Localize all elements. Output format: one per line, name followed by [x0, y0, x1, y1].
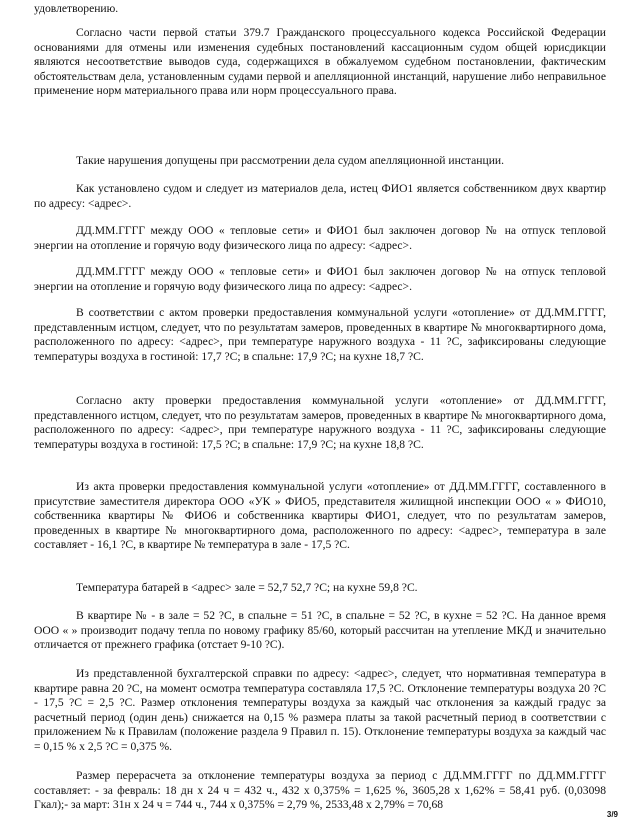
paragraph-accounting: Из представленной бухгалтерской справки по адресу: <адрес>, следует, что нормативная температура в квартире равна 20 ?С, на момент осмотра температура составляла 17,5 ?С. Отклонение температуры воздуха 20 ?С - 17,5 ?С = 2,5 ?С. Размер отклонения температуры воздуха за каждый час отклонения за каждый градус за расчетный период (один день) снижается на 0,15 % размера платы за такой расчетный период в соответствии с приложением № к Правилам (положение раздела 9 Правил п. 15). Отклонение температуры воздуха за каждый час = 0,15 % х 2,5 ?С = 0,375 %. [34, 667, 606, 753]
paragraph-radiators: Температура батарей в <адрес> зале = 52,7 52,7 ?С; на кухне 59,8 ?С. [76, 581, 418, 594]
paragraph-ownership: Как установлено судом и следует из материалов дела, истец ФИО1 является собственником двух квартир по адресу: <адрес>. [34, 182, 606, 210]
paragraph-act-3: Из акта проверки предоставления коммунальной услуги «отопление» от ДД.ММ.ГГГГ, составленного в присутствие заместителя директора ООО «УК » ФИО5, представителя жилищной инспекции ООО « » ФИО10, собственника квартиры № ФИО6 и собственника квартиры ФИО1, следует, что по результатам замеров, проведенных в квартире № многоквартирного дома, расположенного по адресу: <адрес>, температура в зале составляет - 16,1 ?С, в квартире № температура в зале - 17,5 ?С. [34, 480, 606, 552]
paragraph-contract-2: ДД.ММ.ГГГГ между ООО « тепловые сети» и ФИО1 был заключен договор № на отпуск тепловой энергии на отопление и горячую воду физического лица по адресу: <адрес>. [34, 265, 606, 293]
paragraph-continuation: удовлетворению. [34, 2, 119, 15]
paragraph-legal-basis: Согласно части первой статьи 379.7 Гражданского процессуального кодекса Российской Федерации основаниями для отмены или изменения судебных постановлений кассационным судом общей юрисдикции являются несоответствие выводов суда, содержащихся в обжалуемом судебном постановлении, фактическим обстоятельствам дела, установленным судами первой и апелляционной инстанций, нарушение либо неправильное применение норм материального права или норм процессуального права. [34, 26, 606, 98]
paragraph-apartment: В квартире № - в зале = 52 ?С, в спальне = 51 ?С, в спальне = 52 ?С, в кухне = 52 ?С. На данное время ООО « » производит подачу тепла по новому графику 85/60, который рассчитан на утепление МКД и значительно отличается от прежнего графика (отстает 9-10 ?С). [34, 609, 606, 652]
paragraph-act-2: Согласно акту проверки предоставления коммунальной услуги «отопление» от ДД.ММ.ГГГГ, представленного истцом, следует, что по результатам замеров, проведенных в квартире № многоквартирного дома, расположенного по адресу: <адрес>, при температуре наружного воздуха - 11 ?С, зафиксированы следующие температуры воздуха в гостиной: 17,5 ?С; в спальне: 17,9 ?С; на кухне 18,8 ?С. [34, 394, 606, 451]
paragraph-violations: Такие нарушения допущены при рассмотрении дела судом апелляционной инстанции. [76, 154, 504, 167]
paragraph-recalculation: Размер перерасчета за отклонение температуры воздуха за период с ДД.ММ.ГГГГ по ДД.ММ.ГГГГ составляет: - за февраль: 18 дн х 24 ч = 432 ч., 432 х 0,375% = 1,625 %, 3605,28 х 1,62% = 58,41 руб. (0,03098 Гкал);- за март: 31н х 24 ч = 744 ч., 744 х 0,375% = 2,79 %, 2533,48 х 2,79% = 70,68 [34, 769, 606, 812]
paragraph-act-1: В соответствии с актом проверки предоставления коммунальной услуги «отопление» от ДД.ММ.ГГГГ, представленным истцом, следует, что по результатам замеров, проведенных в квартире № многоквартирного дома, расположенного по адресу: <адрес>, при температуре наружного воздуха - 11 ?С, зафиксированы следующие температуры воздуха в гостиной: 17,7 ?С; в спальне: 17,9 ?С; на кухне 18,7 ?С. [34, 306, 606, 363]
page-number: 3/9 [606, 810, 618, 819]
paragraph-contract-1: ДД.ММ.ГГГГ между ООО « тепловые сети» и ФИО1 был заключен договор № на отпуск тепловой энергии на отопление и горячую воду физического лица по адресу: <адрес>. [34, 224, 606, 252]
